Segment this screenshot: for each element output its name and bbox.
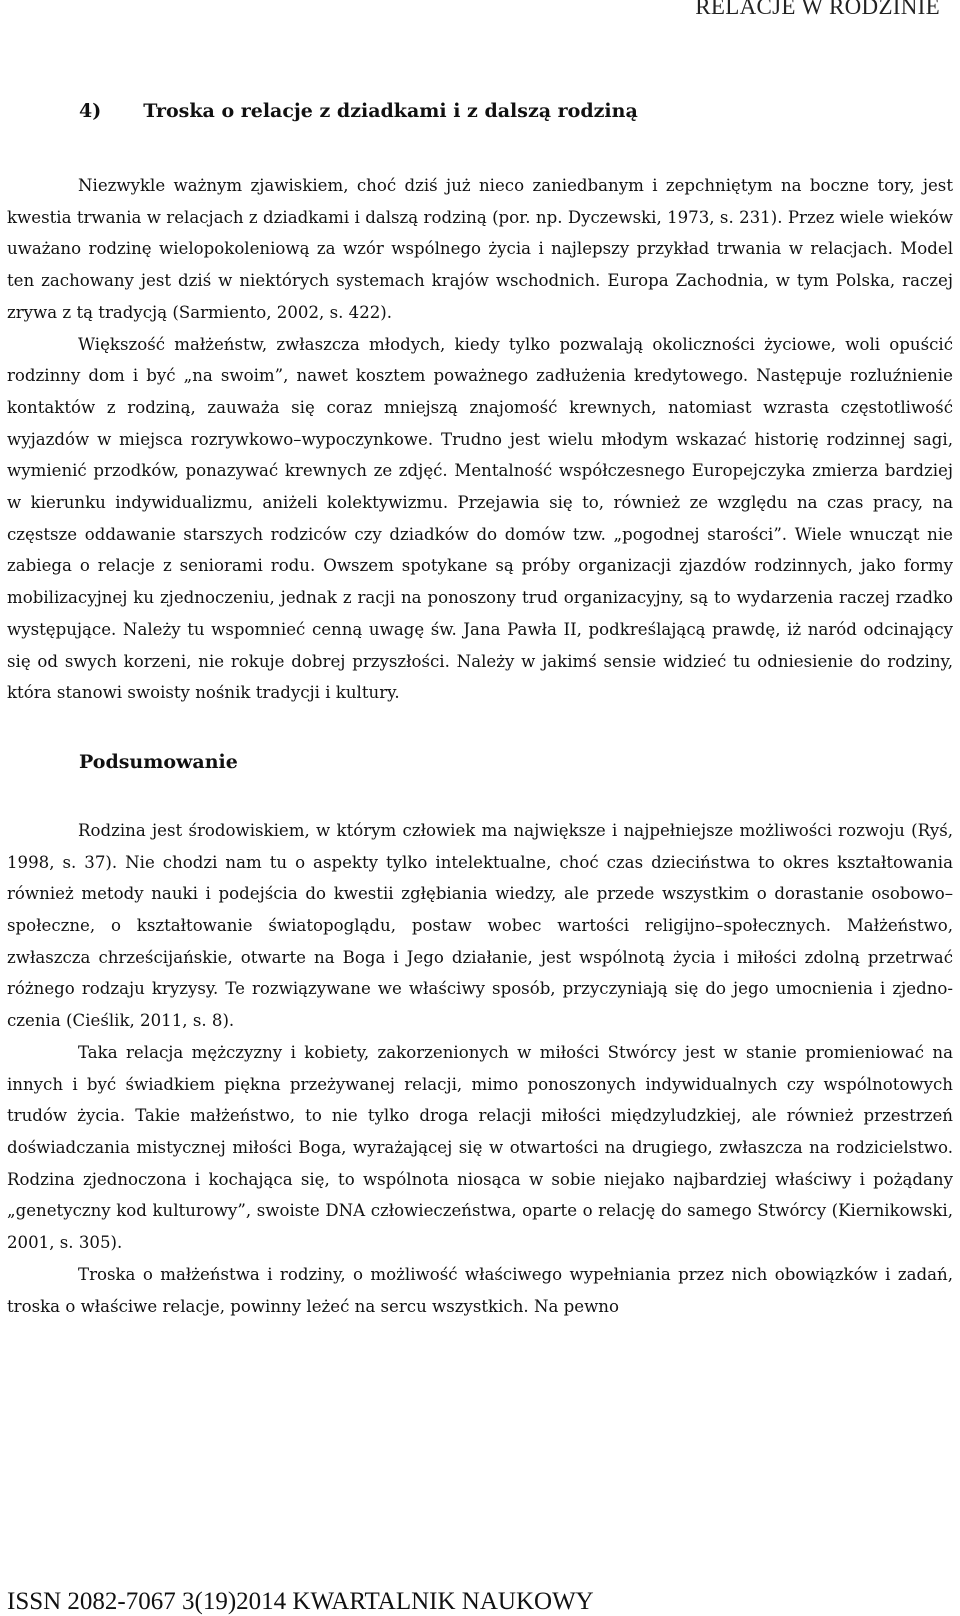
page-body bbox=[7, 96, 953, 1322]
paragraph: Większość małżeństw, zwłaszcza młodych, kiedy tylko pozwalają okoliczności życiowe, woli opuścić rodzinny dom i być „na swoim”, nawet kosztem poważnego zadłużenia kredytowego. Następuje rozluźnienie kontaktów z rodziną, zauważa się coraz mniejszą znajomość krewnych, natomiast wzrasta częstotliwość wyjazdów w miejsca rozrywkowo–wypoczynkowe. Trudno jest wielu młodym wskazać historię rodzinnej sagi, wymienić przodków, ponazywać krewnych ze zdjęć. Mentalność współczesnego Europejczyka zmierza bardziej w kierunku indywidualizmu, aniżeli kolektywizmu. Przejawia się to, również ze względu na czas pracy, na częstsze oddawanie starszych rodziców czy dziadków do domów tzw. „pogodnej starości”. Wiele wnucząt nie zabiega o relacje z seniorami rodu. Owszem spotykane są próby organizacji zjazdów rodzinnych, jako formy mobilizacyjnej ku zjednoczeniu, jednak z racji na ponoszony trud organizacyjny, są to wydarzenia raczej rzadko występujące. Należy tu wspomnieć cenną uwagę św. Jana Pawła II, podkreślającą prawdę, iż naród odcinający się od swych korzeni, nie rokuje dobrej przyszłości. Należy w jakimś sensie widzieć tu odniesienie do rodziny, która stanowi swoisty nośnik tradycji i kultury. bbox=[7, 334, 953, 703]
spacer bbox=[7, 126, 953, 170]
paragraph: Troska o małżeństwa i rodziny, o możliwość właściwego wypełniania przez nich obowiązków i zadań, troska o właściwe relacje, powinny leżeć na sercu wszystkich. Na pewno bbox=[7, 1264, 953, 1316]
journal-footer: ISSN 2082-7067 3(19)2014 KWARTALNIK NAUKOWY bbox=[7, 1588, 594, 1615]
paragraph: Taka relacja mężczyzny i kobiety, zakorzenionych w miłości Stwórcy jest w stanie promieniować na innych i być świadkiem piękna przeżywanej relacji, mimo ponoszonych indywidualnych czy wspólnotowych trudów życia. Takie małżeństwo, to nie tylko droga relacji miłości międzyludzkiej, ale również przestrzeń doświadczania mistycznej miłości Boga, wyrażającej się w otwartości na drugiego, zwłaszcza na rodzicielstwo. Rodzina zjednoczona i kochająca się, to wspólnota niosąca w sobie niejako najbardziej właściwy i pożądany „genetyczny kod kulturowy”, swoiste DNA człowieczeństwa, oparte o relację do samego Stwórcy (Kiernikowski, 2001, s. 305). bbox=[7, 1042, 953, 1253]
summary-heading: Podsumowanie bbox=[79, 750, 238, 773]
section-heading bbox=[7, 96, 953, 126]
spacer bbox=[7, 709, 953, 747]
section-number: 4) bbox=[79, 100, 102, 122]
paragraph: Niezwykle ważnym zjawiskiem, choć dziś już nieco zaniedbanym i zepchniętym na boczne tory, jest kwestia trwania w relacjach z dziadkami i dalszą rodziną (por. np. Dyczewski, 1973, s. 231). Przez wiele wieków uważano rodzinę wielopokoleniową za wzór wspólnego życia i najlepszy przykład trwania w relacjach. Model ten zachowany jest dziś w niektórych systemach krajów wschodnich. Europa Zachodnia, w tym Polska, raczej zrywa z tą tradycją (Sarmiento, 2002, s. 422). bbox=[7, 176, 953, 322]
running-header: RELACJE W RODZINIE bbox=[695, 0, 940, 19]
paragraph: Rodzina jest środowiskiem, w którym człowiek ma największe i najpełniejsze możliwości rozwoju (Ryś, 1998, s. 37). Nie chodzi nam tu o aspekty tylko intelektualne, choć czas dzieciństwa to okres kształtowania również metody nauki i podejścia do kwestii zgłębiania wiedzy, ale przede wszystkim o dorastanie osobowo–społeczne, o kształtowanie światopoglądu, postaw wobec wartości religijno–społecznych. Małżeństwo, zwłaszcza chrześcijańskie, otwarte na Boga i Jego działanie, jest wspólnotą życia i miłości zdolną przetrwać różnego rodzaju kryzysy. Te rozwiązywane we właściwy sposób, przyczyniają się do jego umocnienia i zjedno-czenia (Cieślik, 2011, s. 8). bbox=[7, 820, 953, 1031]
section-title: Troska o relacje z dziadkami i z dalszą rodziną bbox=[143, 100, 638, 122]
spacer bbox=[7, 777, 953, 815]
